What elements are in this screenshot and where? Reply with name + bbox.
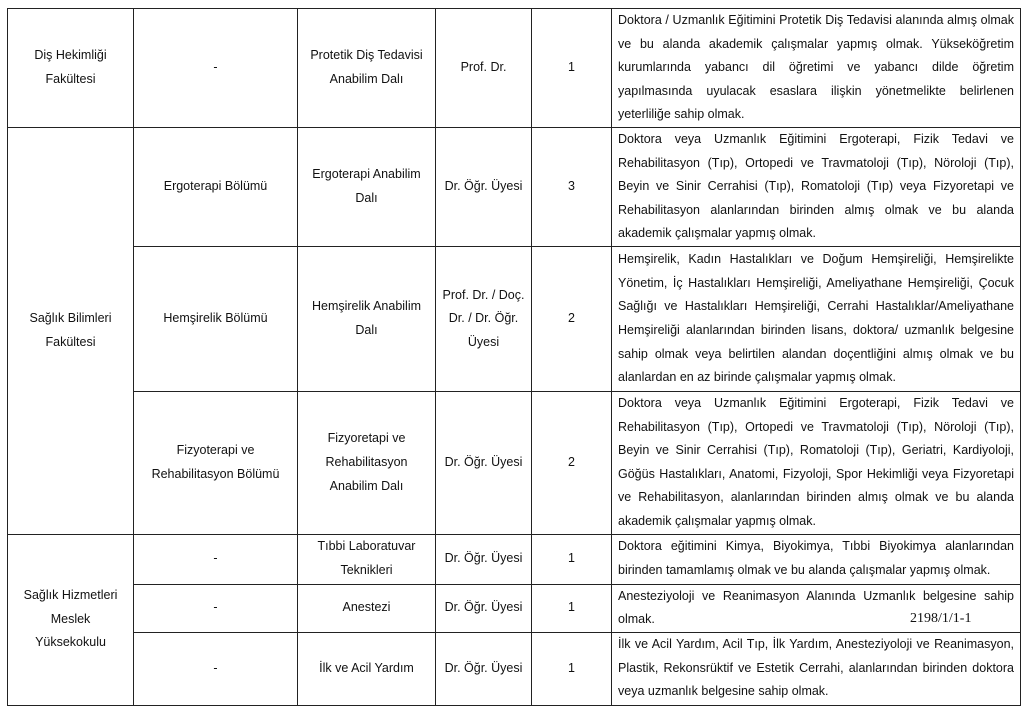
department-cell: Hemşirelik Bölümü [134, 246, 298, 391]
count-cell: 1 [532, 632, 612, 705]
title-cell: Dr. Öğr. Üyesi [436, 632, 532, 705]
program-cell: Anestezi [298, 584, 436, 632]
table-row [8, 632, 1021, 705]
program-cell: İlk ve Acil Yardım [298, 632, 436, 705]
department-cell: - [134, 584, 298, 632]
program-cell: Tıbbi Laboratuvar Teknikleri [298, 534, 436, 584]
program-cell: Ergoterapi Anabilim Dalı [298, 127, 436, 246]
table-row [8, 534, 1021, 584]
faculty-cell: Diş Hekimliği Fakültesi [8, 9, 134, 128]
requirement-cell: Anesteziyoloji ve Reanimasyon Alanında Uzmanlık belgesine sahip olmak. [612, 584, 1021, 632]
positions-table [7, 8, 1021, 706]
title-cell: Prof. Dr. [436, 9, 532, 128]
department-cell: Fizyoterapi ve Rehabilitasyon Bölümü [134, 391, 298, 534]
title-cell: Dr. Öğr. Üyesi [436, 127, 532, 246]
program-cell: Protetik Diş Tedavisi Anabilim Dalı [298, 9, 436, 128]
count-cell: 1 [532, 584, 612, 632]
table-row [8, 9, 1021, 128]
program-cell: Hemşirelik Anabilim Dalı [298, 246, 436, 391]
count-cell: 3 [532, 127, 612, 246]
table-row [8, 584, 1021, 632]
requirement-cell: Doktora veya Uzmanlık Eğitimini Ergoterapi, Fizik Tedavi ve Rehabilitasyon (Tıp), Ortopedi ve Travmatoloji (Tıp), Nöroloji (Tıp), Beyin ve Sinir Cerrahisi (Tıp), Romatoloji (Tıp), Geriatri, Kardiyoloji, Göğüs Hastalıkları, Anatomi, Fizyoloji, Spor Hekimliği veya Fizyoretapi ve Rehabilitasyon, alanlarından birinden almış olmak ve bu alanda akademik çalışmalar yapmış olmak. [612, 391, 1021, 534]
requirement-cell: Doktora veya Uzmanlık Eğitimini Ergoterapi, Fizik Tedavi ve Rehabilitasyon (Tıp), Ortopedi ve Travmatoloji (Tıp), Nöroloji (Tıp), Beyin ve Sinir Cerrahisi (Tıp), Romatoloji (Tıp) veya Fizyoretapi ve Rehabilitasyon alanlarından birinden almış olmak ve bu alanda akademik çalışmalar yapmış olmak. [612, 127, 1021, 246]
requirement-cell: Doktora eğitimini Kimya, Biyokimya, Tıbbi Biyokimya alanlarından birinden tamamlamış olmak ve bu alanda çalışmalar yapmış olmak. [612, 534, 1021, 584]
count-cell: 1 [532, 534, 612, 584]
faculty-cell: Sağlık Bilimleri Fakültesi [8, 127, 134, 534]
document-reference: 2198/1/1-1 [910, 611, 972, 626]
department-cell: - [134, 534, 298, 584]
count-cell: 2 [532, 391, 612, 534]
count-cell: 1 [532, 9, 612, 128]
faculty-cell: Sağlık Hizmetleri Meslek Yüksekokulu [8, 534, 134, 705]
count-cell: 2 [532, 246, 612, 391]
department-cell: - [134, 632, 298, 705]
title-cell: Dr. Öğr. Üyesi [436, 584, 532, 632]
table-row [8, 246, 1021, 391]
department-cell: - [134, 9, 298, 128]
title-cell: Dr. Öğr. Üyesi [436, 534, 532, 584]
table-row [8, 391, 1021, 534]
requirement-cell: Hemşirelik, Kadın Hastalıkları ve Doğum Hemşireliği, Hemşirelikte Yönetim, İç Hastalıkları Hemşireliği, Ameliyathane Hemşireliği, Çocuk Sağlığı ve Hastalıkları Hemşireliği, Cerrahi Hastalıklar/Ameliyathane Hemşireliği alanlarından birinden lisans, doktora/ uzmanlık belgesine sahip olmak veya belirtilen alandan doçentliğini almış olmak ve bu alanlardan en az birinde çalışmalar yapmış olmak. [612, 246, 1021, 391]
table-row [8, 127, 1021, 246]
requirement-cell: İlk ve Acil Yardım, Acil Tıp, İlk Yardım, Anesteziyoloji ve Reanimasyon, Plastik, Rekonsrüktif ve Estetik Cerrahi, alanlarından birinden doktora veya uzmanlık belgesine sahip olmak. [612, 632, 1021, 705]
requirement-cell: Doktora / Uzmanlık Eğitimini Protetik Diş Tedavisi alanında almış olmak ve bu alanda akademik çalışmalar yapmış olmak. Yükseköğretim kurumlarında yabancı dil öğretimi ve yabancı dilde öğretim yapılmasında uyulacak esaslara ilişkin yönetmelikte belirlenen yeterliliğe sahip olmak. [612, 9, 1021, 128]
department-cell: Ergoterapi Bölümü [134, 127, 298, 246]
program-cell: Fizyoretapi ve Rehabilitasyon Anabilim Dalı [298, 391, 436, 534]
title-cell: Prof. Dr. / Doç. Dr. / Dr. Öğr. Üyesi [436, 246, 532, 391]
title-cell: Dr. Öğr. Üyesi [436, 391, 532, 534]
